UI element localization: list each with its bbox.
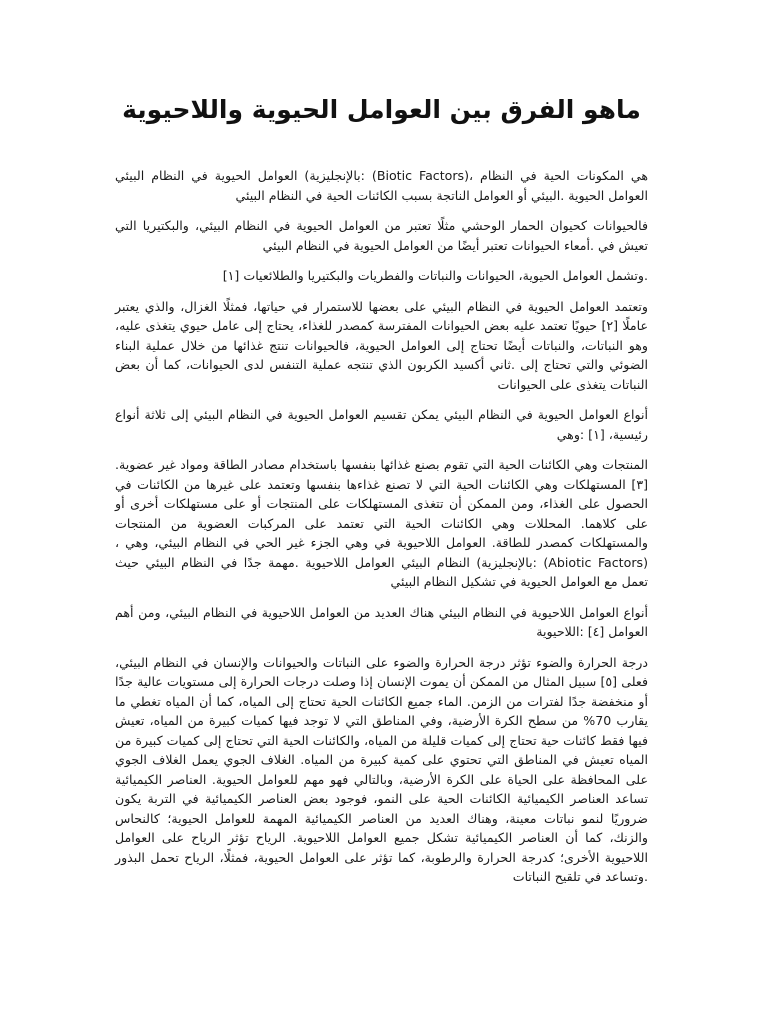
paragraph-biotic-types-intro: أنواع العوامل الحيوية في النظام البيئي يمكن تقسيم العوامل الحيوية في النظام البيئي إلى ثلاثة أنواع رئيسية، [١] :وهي <box>115 407 648 442</box>
paragraph-biotic-definition: هي المكونات الحية في النظام ،(Biotic Factors) :بالإنجليزية) العوامل الحيوية في النظام البيئي العوامل الحيوية .البيئي أو العوامل الناتجة بسبب الكائنات الحية في النظام البيئي <box>115 168 648 203</box>
paragraph-animals-example: فالحيوانات كحيوان الحمار الوحشي مثلًا تعتبر من العوامل الحيوية في النظام البيئي، والبكتيريا التي تعيش في .أمعاء الحيوانات تعتبر أيضًا من العوامل الحيوية في النظام البيئي <box>115 218 648 253</box>
paragraph-abiotic-factors: درجة الحرارة والضوء تؤثر درجة الحرارة والضوء على النباتات والحيوانات والإنسان في النظام البيئي، فعلى [٥] سبيل المثال من الممكن أن يموت الإنسان إذا وصلت درجات الحرارة إلى مستويات عالية جدًا أو منخفضة جدًا لفترات من الزمن. الماء جميع الكائنات الحية تحتاج إلى المياه، كما أن المياه تغطي ما يقارب 70% من سطح الكرة الأرضية، وفي المناطق التي لا توجد فيها كميات كبيرة من المياه، تعيش فيها فقط كائنات حية تحتاج إلى كميات قليلة من المياه، والكائنات الحية التي تحتاج إلى كميات كبيرة من المياه تعيش في المناطق التي تحتوي على كمية كبيرة من المياه. الغلاف الجوي يعمل الغلاف الجوي على المحافظة على الحياة على الكرة الأرضية، وبالتالي فهو مهم للعوامل الحيوية. العناصر الكيميائية تساعد العناصر الكيميائية الكائنات الحية على النمو، فوجود بعض العناصر الكيميائية في التربة يكون ضروريًا لنمو نباتات معينة، وهناك العديد من العناصر الكيميائية المهمة للعوامل الحيوية؛ كالنحاس والزنك، كما أن العناصر الكيميائية تشكل جميع العوامل اللاحيوية. الرياح تؤثر الرياح على العوامل اللاحيوية الأخرى؛ كدرجة الحرارة والرطوبة، كما تؤثر على العوامل الحيوية، فمثلًا، الرياح تحمل البذور .وتساعد في تلقيح النباتات <box>115 654 649 884</box>
paragraph-abiotic-types-intro: أنواع العوامل اللاحيوية في النظام البيئي هناك العديد من العوامل اللاحيوية في النظام البيئي، ومن أهم العوامل [٤] :اللاحيوية <box>115 604 648 639</box>
paragraph-interdependence: وتعتمد العوامل الحيوية في النظام البيئي على بعضها للاستمرار في حياتها، فمثلًا الغزال، والذي يعتبر عاملًا [٢] حيويًا تعتمد عليه بعض الحيوانات المفترسة كمصدر للغذاء، يحتاج إلى عامل حيوي يتغذى عليه، وهو النباتات، والنباتات أيضًا تحتاج إلى العوامل الحيوية، فالحيوانات تنتج غذائها من خلال عملية البناء الضوئي والتي تحتاج إلى .ثاني أكسيد الكربون الذي تنتجه عملية التنفس لدى الحيوانات، كما أن بعض النباتات يتغذى على الحيوانات <box>115 298 649 392</box>
paragraph-producers-consumers: المنتجات وهي الكائنات الحية التي تقوم بصنع غذائها بنفسها باستخدام مصادر الطاقة ومواد غير عضوية. [٣] المستهلكات وهي الكائنات الحية التي لا تصنع غذاءها بنفسها وتعتمد على غيرها من الكائنات في الحصول على الغذاء، ومن الممكن أن تتغذى المستهلكات على المنتجات أو على مستهلكات أخرى أو على كلاهما. المحللات وهي الكائنات الحية التي تعتمد على المركبات العضوية من المنتجات والمستهلكات كمصدر للطاقة. العوامل اللاحيوية في وهي الجزء غير الحي في النظام البيئي، وهي ،(Abiotic Factors) :بالإنجليزية) النظام البيئي العوامل اللاحيوية .مهمة جدًا في النظام البيئي حيث تعمل مع العوامل الحيوية في تشكيل النظام البيئي <box>115 457 648 589</box>
page-title: ماهو الفرق بين العوامل الحيوية واللاحيوية <box>122 95 641 124</box>
paragraph-biotic-includes: .وتشمل العوامل الحيوية، الحيوانات والنباتات والفطريات والبكتيريا والطلائعيات [١] <box>222 268 648 283</box>
document-body <box>115 166 648 887</box>
